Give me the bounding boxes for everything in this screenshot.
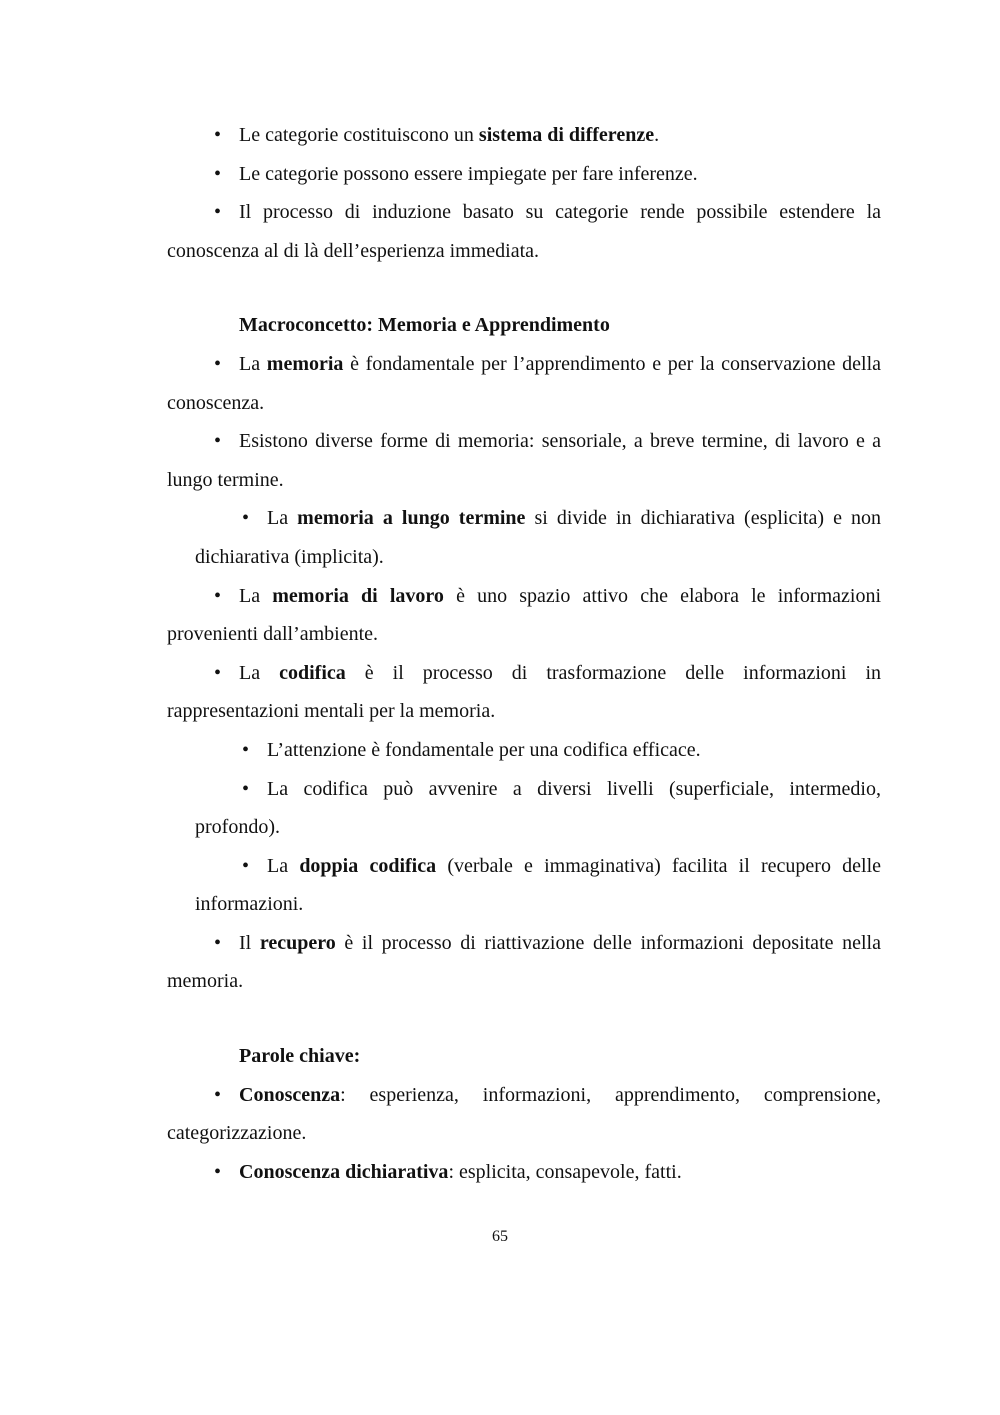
bullet-icon: •	[214, 661, 222, 684]
sub-list-item: • La doppia codifica (verbale e immaginativa) facilita il recupero delle informazioni.	[195, 847, 881, 924]
list-item: • Conoscenza dichiarativa: esplicita, consapevole, fatti.	[167, 1153, 881, 1192]
bullet-icon: •	[242, 854, 250, 877]
list-item: • Esistono diverse forme di memoria: sensoriale, a breve termine, di lavoro e a lungo termine.	[167, 422, 881, 499]
list-item: • La memoria di lavoro è uno spazio attivo che elabora le informazioni provenienti dall’ambiente.	[167, 577, 881, 654]
bullet-icon: •	[242, 507, 250, 530]
bullet-icon: •	[242, 777, 250, 800]
sub-list-item: • La codifica può avvenire a diversi livelli (superficiale, intermedio, profondo).	[195, 770, 881, 847]
bullet-icon: •	[214, 162, 222, 185]
bullet-icon: •	[214, 352, 222, 375]
list-item: • Conoscenza: esperienza, informazioni, apprendimento, comprensione, categorizzazione.	[167, 1076, 881, 1153]
section-heading-memoria: Macroconcetto: Memoria e Apprendimento	[239, 314, 610, 337]
section-heading-parole-chiave: Parole chiave:	[239, 1045, 361, 1068]
list-item: • Il processo di induzione basato su categorie rende possibile estendere la conoscenza al di là dell’esperienza immediata.	[167, 193, 881, 270]
bullet-icon: •	[214, 931, 222, 954]
sub-list-item: • L’attenzione è fondamentale per una codifica efficace.	[195, 731, 881, 770]
list-item: • Il recupero è il processo di riattivazione delle informazioni depositate nella memoria.	[167, 924, 881, 1001]
sub-list-item: • La memoria a lungo termine si divide in dichiarativa (esplicita) e non dichiarativa (implicita).	[195, 499, 881, 576]
list-item: • La memoria è fondamentale per l’apprendimento e per la conservazione della conoscenza.	[167, 345, 881, 422]
bullet-icon: •	[214, 124, 222, 146]
bullet-icon: •	[214, 1083, 222, 1106]
bullet-icon: •	[214, 201, 222, 224]
page-number: 65	[492, 1228, 508, 1245]
bullet-icon: •	[214, 1160, 222, 1183]
list-item: • La codifica è il processo di trasformazione delle informazioni in rappresentazioni mentali per la memoria.	[167, 654, 881, 731]
list-item: • Le categorie costituiscono un sistema di differenze.	[167, 116, 881, 155]
bullet-icon: •	[242, 738, 250, 761]
document-body	[167, 116, 881, 1191]
bullet-icon: •	[214, 584, 222, 607]
list-item: • Le categorie possono essere impiegate per fare inferenze.	[167, 155, 881, 194]
bullet-icon: •	[214, 430, 222, 453]
